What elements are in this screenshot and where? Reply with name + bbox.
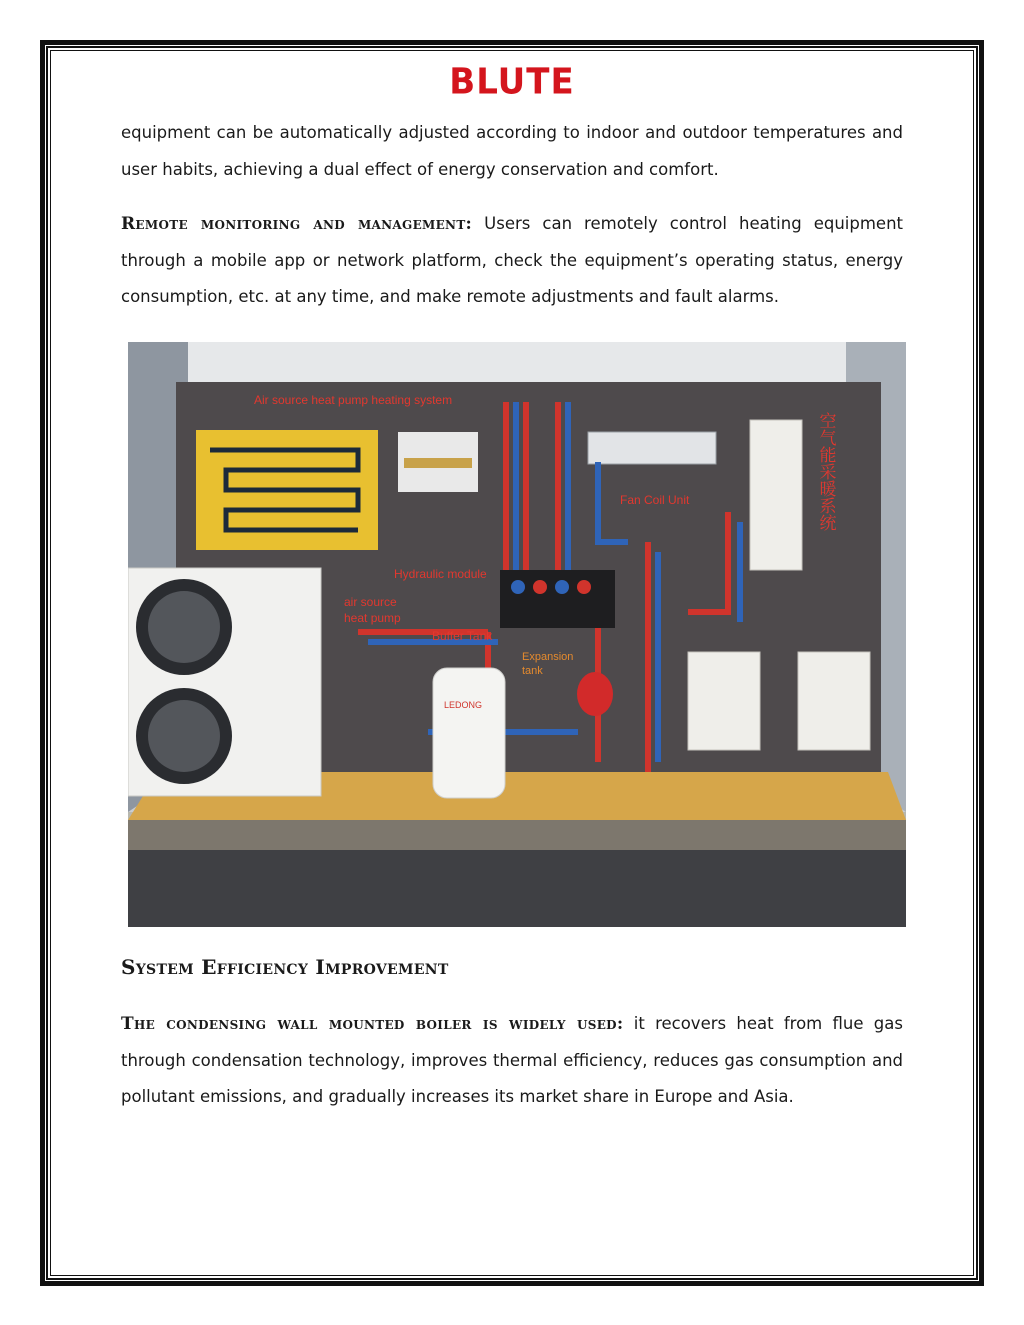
condensing-boiler-paragraph	[121, 1006, 903, 1116]
label-buffer-tank: Buffer Tank	[432, 629, 493, 643]
buffer-tank-brand: LEDONG	[444, 700, 483, 710]
section-heading: System Efficiency Improvement	[121, 955, 449, 979]
remote-monitoring-lead: Remote monitoring and management:	[121, 214, 473, 234]
label-fan-coil: Fan Coil Unit	[620, 493, 690, 507]
heating-system-photo	[128, 342, 906, 927]
condensing-boiler-text: it recovers heat from flue gas through condensation technology, improves thermal efficiency, reduces gas consumption and pollutant emissions, and gradually increases its market share in Europe and Asia.	[121, 1014, 903, 1106]
intro-paragraph: equipment can be automatically adjusted according to indoor and outdoor temperatures and user habits, achieving a dual effect of energy conservation and comfort.	[121, 123, 903, 179]
brand-logo: BLUTE	[449, 61, 575, 103]
label-heat-pump-1: air source	[344, 595, 397, 609]
side-vertical-text: 空气能采暖系统	[816, 412, 836, 531]
label-expansion-2: tank	[522, 665, 543, 677]
remote-monitoring-text: Users can remotely control heating equipment through a mobile app or network platform, check the equipment’s operating status, energy consumption, etc. at any time, and make remote adjustments and fault alarms.	[121, 214, 904, 306]
photo-title: Air source heat pump heating system	[254, 393, 453, 407]
label-heat-pump-2: heat pump	[344, 611, 401, 625]
remote-monitoring-paragraph	[121, 206, 903, 316]
condensing-boiler-lead: The condensing wall mounted boiler is widely used:	[121, 1014, 624, 1034]
label-hydraulic: Hydraulic module	[394, 567, 487, 581]
label-expansion-1: Expansion	[522, 651, 574, 663]
